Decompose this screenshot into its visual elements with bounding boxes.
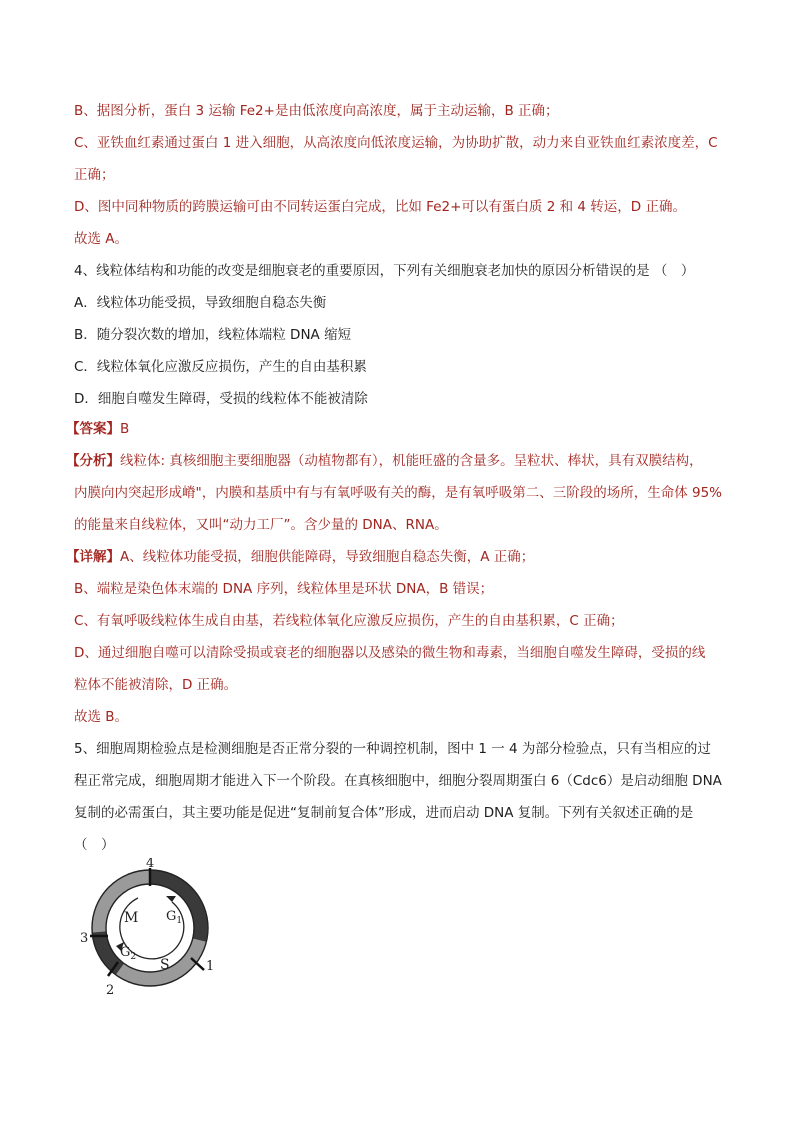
text-line: C、亚铁血红素通过蛋白 1 进入细胞，从高浓度向低浓度运输，为协助扩散，动力来自亚铁血红素浓度差，C: [74, 135, 718, 151]
ring-outer-outline: [92, 870, 208, 986]
text-line: 故选 B。: [74, 709, 129, 725]
answer-line: [66, 420, 129, 438]
checkpoint-label: 4: [146, 858, 155, 871]
text-line: C、有氧呼吸线粒体生成自由基，若线粒体氧化应激反应损伤，产生的自由基积累，C 正确；: [74, 613, 624, 629]
analysis-tag: 【分析】: [66, 453, 120, 469]
checkpoint-label: 1: [206, 959, 215, 974]
text-line: B、据图分析，蛋白 3 运输 Fe2+是由低浓度向高浓度，属于主动运输，B 正确；: [74, 103, 559, 119]
detail-line: [66, 548, 534, 566]
cell-cycle-diagram: [80, 858, 230, 998]
phase-s-label: S: [160, 957, 170, 973]
checkpoint-label: 2: [106, 983, 115, 998]
analysis-line: [66, 452, 703, 470]
phase-m-label: M: [124, 910, 139, 926]
text-line: 正确；: [74, 167, 115, 183]
phase-g2-label: $G_2$: [120, 945, 137, 962]
answer-tag: 【答案】: [66, 421, 120, 437]
option-b: B．随分裂次数的增加，线粒体端粒 DNA 缩短: [74, 327, 352, 343]
text-line: 的能量来自线粒体，又叫“动力工厂”。含少量的 DNA、RNA。: [74, 517, 448, 533]
detail-tag: 【详解】: [66, 549, 120, 565]
text-line: 内膜向内突起形成嵴"，内膜和基质中有与有氧呼吸有关的酶，是有氧呼吸第二、三阶段的场所，生命体 95%: [74, 485, 723, 501]
question-5-stem: 复制的必需蛋白，其主要功能是促进“复制前复合体”形成，进而启动 DNA 复制。下列有关叙述正确的是: [74, 805, 694, 821]
question-5-stem: 5、细胞周期检验点是检测细胞是否正常分裂的一种调控机制，图中 1 一 4 为部分检验点，只有当相应的过: [74, 741, 711, 757]
text-line: D、图中同种物质的跨膜运输可由不同转运蛋白完成，比如 Fe2+可以有蛋白质 2 和 4 转运，D 正确。: [74, 199, 686, 215]
option-c: C．线粒体氧化应激反应损伤，产生的自由基积累: [74, 359, 367, 375]
question-5-blank: （ ）: [74, 837, 115, 853]
option-d: D．细胞自噬发生障碍，受损的线粒体不能被清除: [74, 391, 368, 407]
cell-cycle-svg: [80, 858, 230, 998]
text-line: D、通过细胞自噬可以清除受损或衰老的细胞器以及感染的微生物和毒素，当细胞自噬发生障碍，受损的线: [74, 645, 706, 661]
question-4-stem: 4、线粒体结构和功能的改变是细胞衰老的重要原因，下列有关细胞衰老加快的原因分析错误的是 （ ）: [74, 263, 695, 279]
text-line: 故选 A。: [74, 231, 129, 247]
phase-g1-label: $G_1$: [166, 909, 183, 926]
checkpoint-label: 3: [80, 931, 89, 946]
analysis-text: 线粒体: 真核细胞主要细胞器（动植物都有），机能旺盛的含量多。呈粒状、棒状，具有双膜结构，: [120, 453, 703, 469]
answer-value: B: [120, 421, 130, 437]
detail-text: A、线粒体功能受损，细胞供能障碍，导致细胞自稳态失衡，A 正确；: [120, 549, 535, 565]
question-5-stem: 程正常完成，细胞周期才能进入下一个阶段。在真核细胞中，细胞分裂周期蛋白 6（Cdc6）是启动细胞 DNA: [74, 773, 722, 789]
text-line: B、端粒是染色体末端的 DNA 序列，线粒体里是环状 DNA，B 错误；: [74, 581, 494, 597]
arrow-head-icon: [166, 896, 176, 902]
option-a: A．线粒体功能受损，导致细胞自稳态失衡: [74, 295, 327, 311]
text-line: 粒体不能被清除，D 正确。: [74, 677, 238, 693]
